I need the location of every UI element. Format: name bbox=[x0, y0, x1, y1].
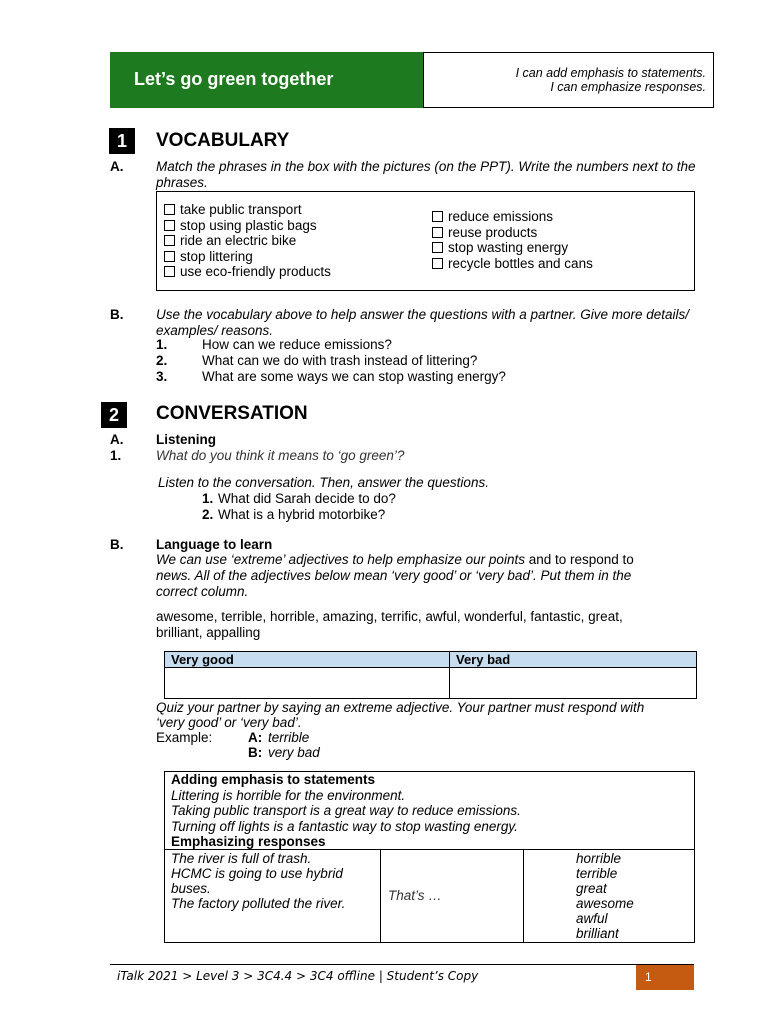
response-adjective: awesome bbox=[576, 896, 634, 911]
response-statement: buses. bbox=[171, 881, 211, 896]
section-2-title: CONVERSATION bbox=[156, 403, 308, 424]
vocab-item: reuse products bbox=[432, 225, 593, 241]
section-1-title: VOCABULARY bbox=[156, 130, 290, 151]
listen-question-number: 1. bbox=[202, 491, 214, 506]
very-good-header: Very good bbox=[165, 652, 450, 668]
example-b-text: very bad bbox=[268, 745, 320, 760]
response-statement: The factory polluted the river. bbox=[171, 896, 346, 911]
responses-title: Emphasizing responses bbox=[171, 834, 326, 849]
section-1-a-label: A. bbox=[110, 159, 124, 174]
section-1-b-label: B. bbox=[110, 307, 124, 322]
response-adjective: great bbox=[576, 881, 607, 896]
section-1-number: 1 bbox=[109, 128, 135, 154]
example-a-text: terrible bbox=[268, 730, 310, 745]
question-text: What are some ways we can stop wasting energy? bbox=[202, 369, 506, 384]
question-number: 2. bbox=[156, 353, 168, 368]
question-text: How can we reduce emissions? bbox=[202, 337, 392, 352]
checkbox[interactable] bbox=[164, 220, 175, 231]
response-adjective: awful bbox=[576, 911, 608, 926]
response-adjective: terrible bbox=[576, 866, 618, 881]
checkbox[interactable] bbox=[432, 242, 443, 253]
quiz-instruction-1: Quiz your partner by saying an extreme adjective. Your partner must respond with bbox=[156, 700, 645, 715]
language-line-3: correct column. bbox=[156, 584, 249, 599]
vocab-item: recycle bottles and cans bbox=[432, 256, 593, 272]
adjective-list-1: awesome, terrible, horrible, amazing, terrific, awful, wonderful, fantastic, great, bbox=[156, 609, 623, 624]
emphasis-example: Littering is horrible for the environment. bbox=[171, 788, 406, 803]
listen-question-number: 2. bbox=[202, 507, 214, 522]
language-line-1: We can use ‘extreme’ adjectives to help emphasize our points and to respond to bbox=[156, 552, 634, 567]
response-adjective: horrible bbox=[576, 851, 622, 866]
checkbox[interactable] bbox=[164, 204, 175, 215]
listening-q1-text: What do you think it means to ‘go green’? bbox=[156, 448, 405, 463]
lesson-title: Let’s go green together bbox=[134, 69, 334, 89]
objective-1: I can add emphasis to statements. bbox=[515, 66, 706, 80]
question-number: 3. bbox=[156, 369, 168, 384]
emphasis-example: Taking public transport is a great way to reduce emissions. bbox=[171, 803, 521, 818]
example-a-label: A: bbox=[248, 730, 263, 745]
question-number: 1. bbox=[156, 337, 168, 352]
language-line-2: news. All of the adjectives below mean ‘very good’ or ‘very bad’. Put them in the bbox=[156, 568, 632, 583]
very-good-bad-table bbox=[164, 651, 697, 699]
listen-question-text: What is a hybrid motorbike? bbox=[218, 507, 386, 522]
very-bad-cell[interactable] bbox=[450, 668, 697, 699]
emphasis-example: Turning off lights is a fantastic way to stop wasting energy. bbox=[171, 819, 518, 834]
very-good-cell[interactable] bbox=[165, 668, 450, 699]
response-statement: The river is full of trash. bbox=[171, 851, 312, 866]
language-heading: Language to learn bbox=[156, 537, 273, 552]
thats-prompt: That’s … bbox=[388, 888, 442, 903]
emphasis-title: Adding emphasis to statements bbox=[171, 772, 376, 787]
checkbox[interactable] bbox=[432, 211, 443, 222]
objective-2: I can emphasize responses. bbox=[550, 80, 706, 94]
vocab-item: use eco-friendly products bbox=[164, 264, 331, 280]
quiz-instruction-2: ‘very good’ or ‘very bad’. bbox=[156, 715, 302, 730]
example-label: Example: bbox=[156, 730, 213, 745]
listen-instruction: Listen to the conversation. Then, answer the questions. bbox=[158, 475, 489, 490]
vocab-item: stop using plastic bags bbox=[164, 218, 331, 234]
vocab-item: stop wasting energy bbox=[432, 240, 593, 256]
question-text: What can we do with trash instead of littering? bbox=[202, 353, 478, 368]
response-statement: HCMC is going to use hybrid bbox=[171, 866, 343, 881]
checkbox[interactable] bbox=[164, 266, 175, 277]
divider bbox=[523, 849, 524, 943]
example-b-label: B: bbox=[248, 745, 263, 760]
listen-question-text: What did Sarah decide to do? bbox=[218, 491, 396, 506]
section-1-b-instruction: Use the vocabulary above to help answer the questions with a partner. Give more details/ examples/ reasons. bbox=[156, 307, 690, 338]
vocab-item: stop littering bbox=[164, 249, 331, 265]
vocab-item: take public transport bbox=[164, 202, 331, 218]
checkbox[interactable] bbox=[432, 227, 443, 238]
section-1-a-instruction: Match the phrases in the box with the pictures (on the PPT). Write the numbers next to the phrases. bbox=[156, 159, 696, 190]
divider bbox=[164, 849, 695, 850]
very-bad-header: Very bad bbox=[450, 652, 697, 668]
footer-rule bbox=[110, 964, 694, 965]
section-2-b-label: B. bbox=[110, 537, 124, 552]
footer-text: iTalk 2021 > Level 3 > 3C4.4 > 3C4 offline | Student’s Copy bbox=[117, 969, 479, 983]
section-2-number: 2 bbox=[101, 402, 127, 428]
vocab-right-column bbox=[432, 209, 593, 271]
vocab-item: reduce emissions bbox=[432, 209, 593, 225]
page-number: 1 bbox=[636, 965, 694, 990]
checkbox[interactable] bbox=[164, 251, 175, 262]
vocab-item: ride an electric bike bbox=[164, 233, 331, 249]
section-2-a-label: A. bbox=[110, 432, 124, 447]
listening-q1-number: 1. bbox=[110, 448, 122, 463]
response-adjective: brilliant bbox=[576, 926, 619, 941]
divider bbox=[380, 849, 381, 943]
checkbox[interactable] bbox=[164, 235, 175, 246]
vocab-left-column bbox=[164, 202, 331, 280]
adjective-list-2: brilliant, appalling bbox=[156, 625, 261, 640]
checkbox[interactable] bbox=[432, 258, 443, 269]
listening-heading: Listening bbox=[156, 432, 216, 447]
